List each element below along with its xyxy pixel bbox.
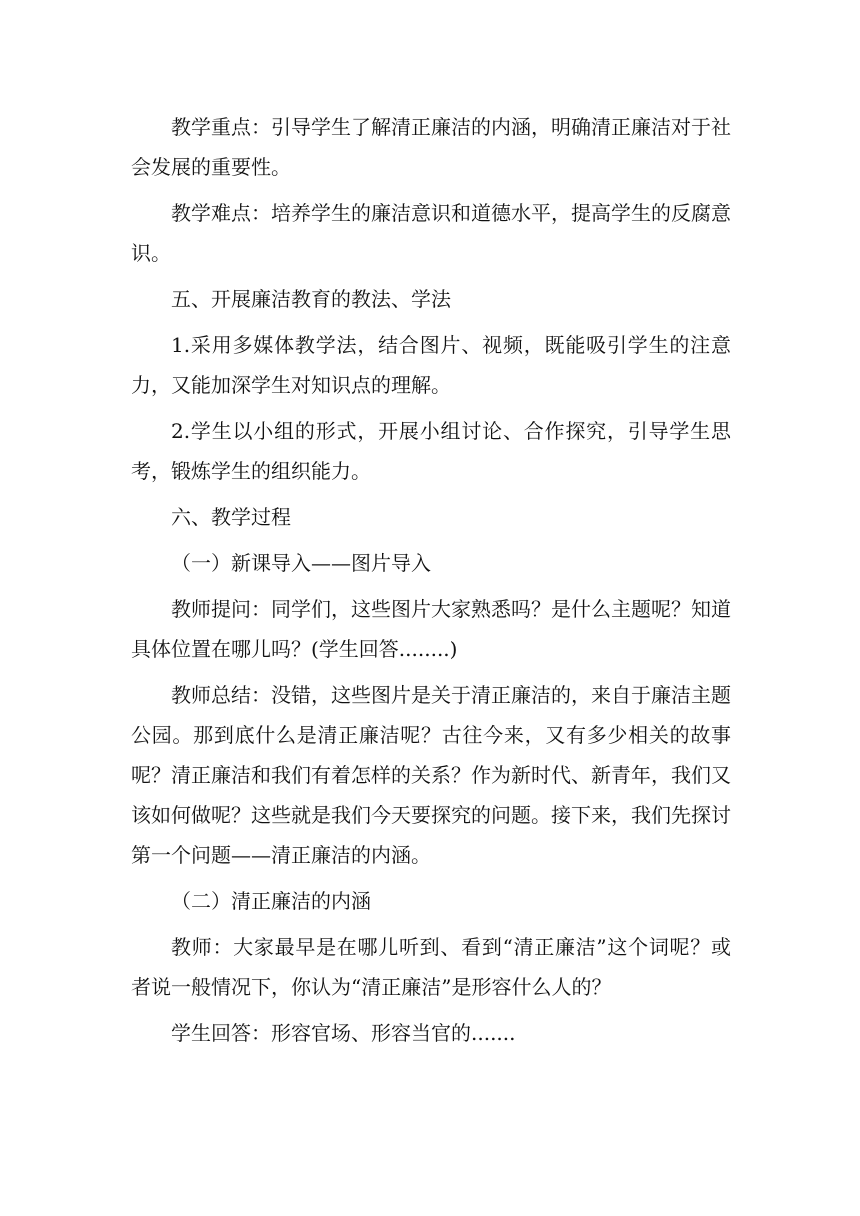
paragraph-method-2: 2.学生以小组的形式，开展小组讨论、合作探究，引导学生思考，锻炼学生的组织能力。 [131,419,731,483]
paragraph-method-1: 1.采用多媒体教学法，结合图片、视频，既能吸引学生的注意力，又能加深学生对知识点的理解。 [131,333,731,397]
paragraph-teacher-summary: 教师总结：没错，这些图片是关于清正廉洁的，来自于廉洁主题公园。那到底什么是清正廉洁呢？古往今来，又有多少相关的故事呢？清正廉洁和我们有着怎样的关系？作为新时代、新青年，我们又该如何做呢？这些就是我们今天要探究的问题。接下来，我们先探讨第一个问题——清正廉洁的内涵。 [131,683,731,867]
paragraph-teaching-focus: 教学重点：引导学生了解清正廉洁的内涵，明确清正廉洁对于社会发展的重要性。 [131,115,731,179]
subsection-heading-intro: （一）新课导入——图片导入 [171,551,431,575]
paragraph-student-answer: 学生回答：形容官场、形容当官的....... [171,1021,516,1045]
document-body [131,107,731,1059]
paragraph-teaching-difficulty: 教学难点：培养学生的廉洁意识和道德水平，提高学生的反腐意识。 [131,201,731,265]
paragraph-teacher-prompt: 教师：大家最早是在哪儿听到、看到“清正廉洁”这个词呢？或者说一般情况下，你认为“清正廉洁”是形容什么人的？ [131,935,731,999]
subsection-heading-meaning: （二）清正廉洁的内涵 [171,889,371,913]
section-heading-process: 六、教学过程 [171,505,291,529]
paragraph-teacher-question: 教师提问：同学们，这些图片大家熟悉吗？是什么主题呢？知道具体位置在哪儿吗？(学生回答........) [131,597,731,661]
section-heading-methods: 五、开展廉洁教育的教法、学法 [171,287,451,311]
